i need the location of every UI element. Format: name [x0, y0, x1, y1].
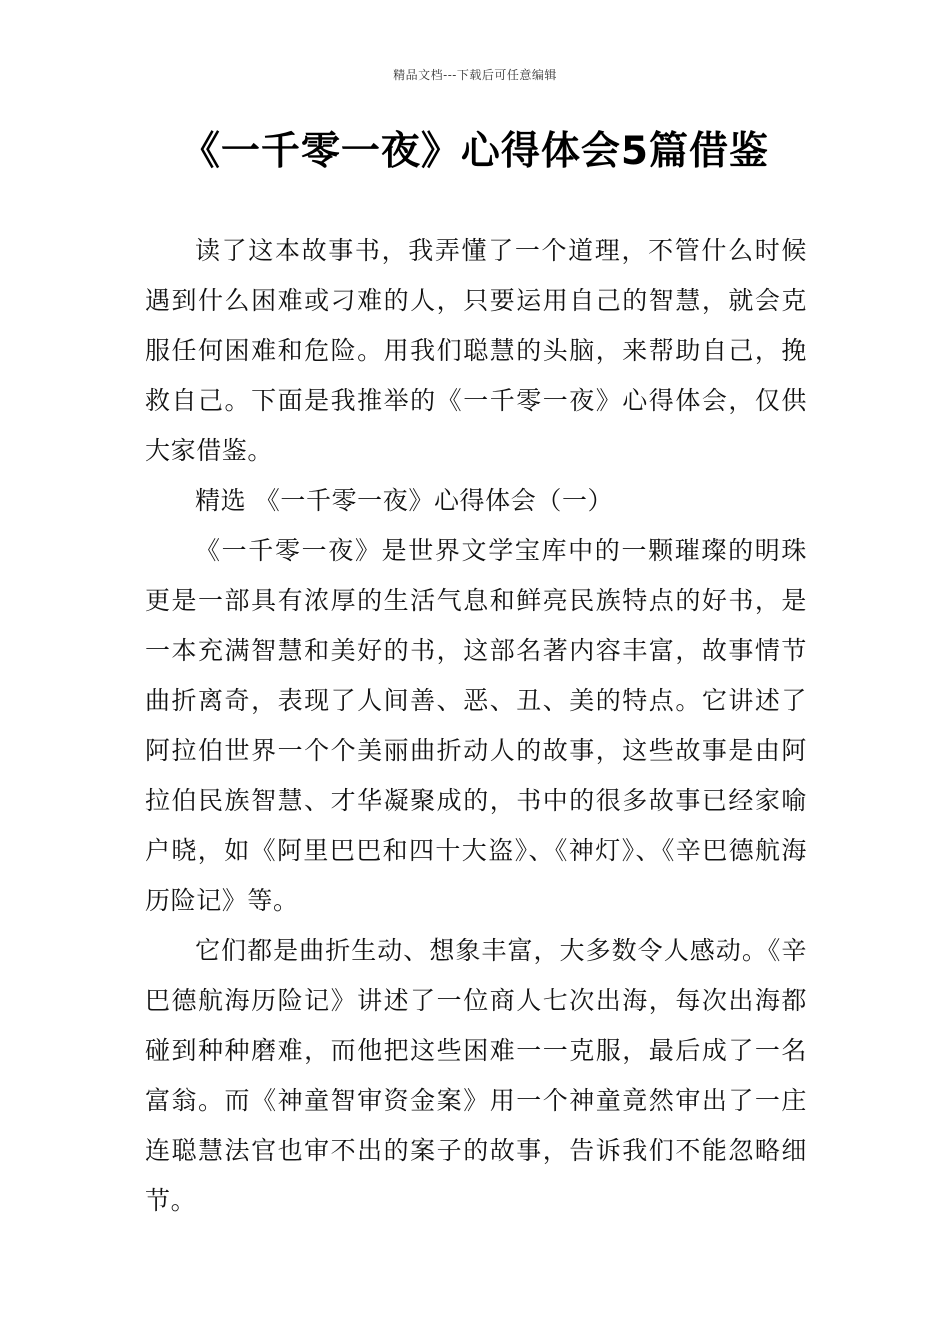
body-paragraph: 它们都是曲折生动、想象丰富，大多数令人感动。《辛巴德航海历险记》讲述了一位商人七次出海，每次出海都碰到种种磨难，而他把这些困难一一克服，最后成了一名富翁。而《神童智审资金案》用一个神童竟然审出了一庄连聪慧法官也审不出的案子的故事，告诉我们不能忽略细节。 [145, 936, 807, 1215]
body-paragraph: 《一千零一夜》是世界文学宝库中的一颗璀璨的明珠更是一部具有浓厚的生活气息和鲜亮民族特点的好书，是一本充满智慧和美好的书，这部名著内容丰富，故事情节曲折离奇，表现了人间善、恶、丑、美的特点。它讲述了阿拉伯世界一个个美丽曲折动人的故事，这些故事是由阿拉伯民族智慧、才华凝聚成的，书中的很多故事已经家喻户晓，如《阿里巴巴和四十大盗》、《神灯》、《辛巴德航海历险记》等。 [145, 536, 807, 915]
document-body [145, 226, 807, 1226]
header-note: 精品文档---下载后可任意编辑 [393, 68, 557, 82]
document-title: 《一千零一夜》心得体会5篇借鉴 [180, 129, 770, 174]
intro-paragraph: 读了这本故事书，我弄懂了一个道理，不管什么时候遇到什么困难或刁难的人，只要运用自己的智慧，就会克服任何困难和危险。用我们聪慧的头脑，来帮助自己，挽救自己。下面是我推举的《一千零一夜》心得体会，仅供大家借鉴。 [145, 236, 807, 465]
section-heading: 精选 《一千零一夜》心得体会（一） [195, 486, 614, 515]
